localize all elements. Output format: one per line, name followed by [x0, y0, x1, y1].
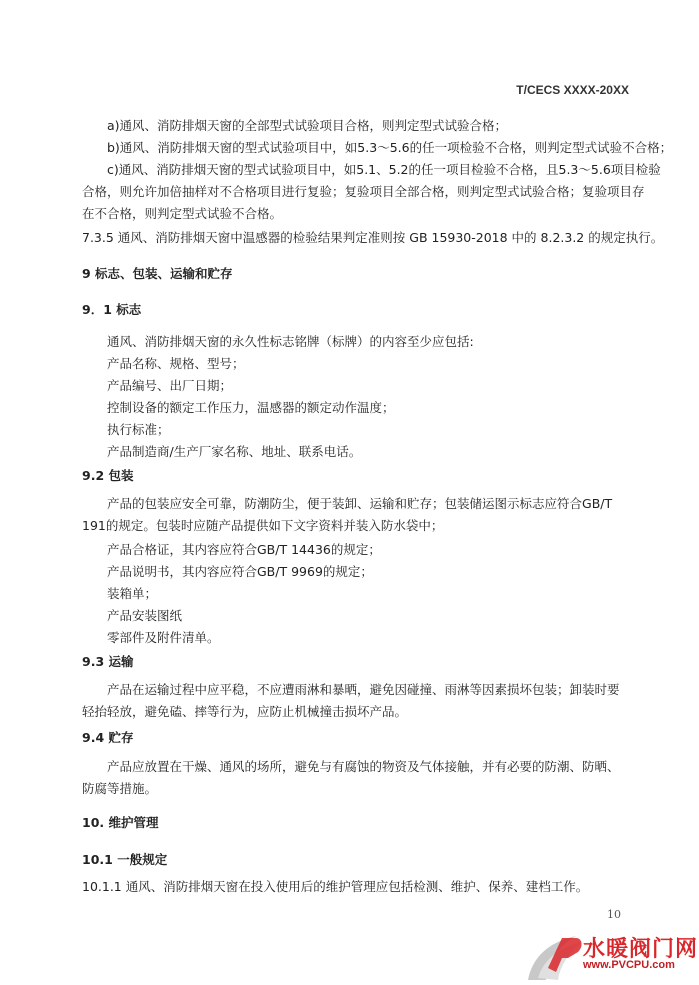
section-9-title: 9 标志、包装、运输和贮存 — [82, 266, 233, 281]
list-item: 零部件及附件清单。 — [107, 630, 220, 645]
section-9-3-title: 9.3 运输 — [82, 654, 134, 669]
clause-10-1-1: 10.1.1 通风、消防排烟天窗在投入使用后的维护管理应包括检测、维护、保养、建档工作。 — [82, 879, 589, 894]
list-item: 产品安装图纸 — [107, 608, 183, 623]
list-item: 控制设备的额定工作压力，温感器的额定动作温度； — [107, 400, 395, 415]
list-item: a)通风、消防排烟天窗的全部型式试验项目合格，则判定型式试验合格； — [107, 118, 508, 133]
list-item: 装箱单； — [107, 586, 158, 601]
section-9-1-title: 9．1 标志 — [82, 302, 142, 317]
section-9-2-para: 产品的包装应安全可靠，防潮防尘，便于装卸、运输和贮存；包装储运图示标志应符合GB/T 191的规定。包装时应随产品提供如下文字资料并装入防水袋中； — [82, 496, 613, 533]
list-item: 产品说明书，其内容应符合GB/T 9969的规定； — [107, 564, 373, 579]
document-code: T/CECS XXXX-20XX — [516, 83, 629, 97]
section-9-4-para: 产品应放置在干燥、通风的场所，避免与有腐蚀的物资及气体接触，并有必要的防潮、防晒、防腐等措施。 — [82, 759, 620, 796]
list-item: 产品制造商/生产厂家名称、地址、联系电话。 — [107, 444, 362, 459]
list-item: 产品编号、出厂日期； — [107, 378, 233, 393]
list-item-continuation: 在不合格，则判定型式试验不合格。 — [82, 206, 283, 221]
section-9-2-title: 9.2 包装 — [82, 468, 134, 483]
section-9-4-title: 9.4 贮存 — [82, 730, 134, 745]
watermark-url: www.PVCPU.com — [583, 959, 675, 971]
section-10-1-title: 10.1 一般规定 — [82, 852, 168, 867]
list-item: c)通风、消防排烟天窗的型式试验项目中，如5.1、5.2的任一项目检验不合格，且5.3～5.6项目检验 — [107, 162, 661, 177]
section-9-1-intro: 通风、消防排烟天窗的永久性标志铭牌（标牌）的内容至少应包括: — [107, 334, 474, 349]
list-item-continuation: 合格，则允许加倍抽样对不合格项目进行复验；复验项目全部合格，则判定型式试验合格；复验项目存 — [82, 184, 645, 199]
section-9-3-para: 产品在运输过程中应平稳，不应遭雨淋和暴晒，避免因碰撞、雨淋等因素损坏包装；卸装时要轻抬轻放，避免磕、摔等行为，应防止机械撞击损坏产品。 — [82, 682, 620, 719]
page-number: 10 — [607, 908, 621, 921]
list-item: b)通风、消防排烟天窗的型式试验项目中，如5.3～5.6的任一项检验不合格，则判定型式试验不合格； — [107, 140, 673, 155]
watermark-name: 水暖阀门网 — [583, 937, 699, 962]
list-item: 执行标准； — [107, 422, 170, 437]
list-item: 产品名称、规格、型号； — [107, 356, 245, 371]
list-item: 产品合格证，其内容应符合GB/T 14436的规定； — [107, 542, 381, 557]
clause-7-3-5: 7.3.5 通风、消防排烟天窗中温感器的检验结果判定准则按 GB 15930-2018 中的 8.2.3.2 的规定执行。 — [82, 230, 664, 245]
section-10-title: 10. 维护管理 — [82, 815, 159, 830]
